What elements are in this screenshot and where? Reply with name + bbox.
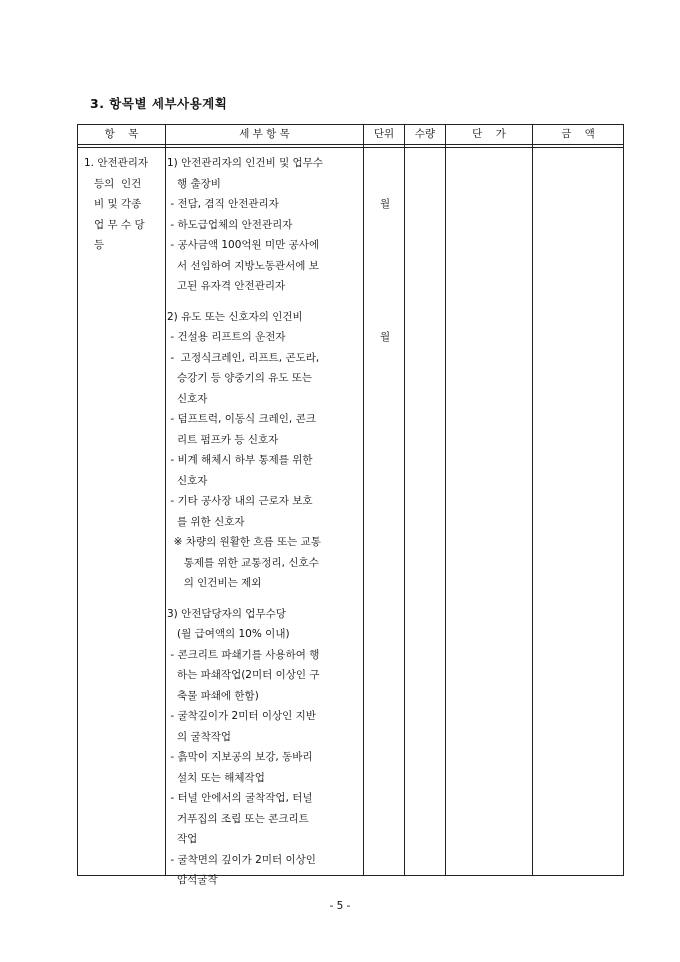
detail-line: 승강기 등 양중기의 유도 또는 [167, 372, 313, 384]
detail-line: 거푸집의 조립 또는 콘크리트 [167, 812, 309, 825]
col-divider [532, 125, 533, 875]
detail-line: - 흙막이 지보공의 보강, 동바리 [167, 751, 313, 763]
header-qty: 수량 [414, 128, 436, 140]
category-line: 등의 인건 [84, 177, 142, 190]
detail-line: 행 출장비 [167, 177, 221, 190]
detail-cell [167, 153, 367, 891]
detail-line: 를 위한 신호자 [167, 515, 245, 528]
detail-line: - 비계 해체시 하부 통제를 위한 [167, 454, 313, 466]
category-line: 업 무 수 당 [84, 218, 145, 231]
detail-line: - 덤프트럭, 이동식 크레인, 콘크 [167, 413, 316, 425]
detail-line: 축물 파쇄에 한함) [167, 689, 259, 702]
col-divider [404, 125, 405, 875]
header-divider [78, 144, 623, 145]
col-divider [445, 125, 446, 875]
detail-line: 1) 안전관리자의 인건비 및 업무수 [167, 157, 323, 169]
page-number: - 5 - [329, 900, 351, 912]
detail-line: - 기타 공사장 내의 근로자 보호 [167, 495, 313, 507]
detail-line: 작업 [167, 833, 198, 845]
detail-line: 3) 안전담당자의 업무수당 [167, 607, 286, 620]
header-divider [78, 147, 623, 148]
header-price: 단 가 [472, 128, 506, 140]
detail-line: - 건설용 리프트의 운전자 [167, 331, 286, 343]
header-item: 항 목 [104, 128, 139, 140]
header-unit: 단위 [373, 128, 395, 140]
detail-line: - 터널 안에서의 굴착작업, 터널 [167, 792, 313, 804]
detail-line: ※ 차량의 원활한 흐름 또는 교통 [167, 536, 321, 548]
detail-spacer [167, 594, 367, 604]
detail-line: 리트 펌프카 등 신호자 [167, 433, 279, 446]
col-divider [165, 125, 166, 875]
detail-line: - 하도급업체의 안전관리자 [167, 218, 293, 231]
detail-line: 하는 파쇄작업(2미터 이상인 구 [167, 669, 320, 681]
detail-line: 신호자 [167, 392, 208, 405]
category-line: 비 및 각종 [84, 198, 142, 210]
unit-cell: 월 [380, 198, 391, 210]
detail-line: - 굴착깊이가 2미터 이상인 지반 [167, 710, 316, 722]
detail-spacer [167, 297, 367, 307]
detail-line: 의 굴착작업 [167, 730, 232, 743]
detail-line: 서 선임하여 지방노동관서에 보 [167, 259, 319, 272]
detail-line: 2) 유도 또는 신호자의 인건비 [167, 310, 303, 323]
unit-cell: 월 [380, 331, 391, 343]
detail-line: 암석굴착 [167, 874, 218, 886]
detail-line: 의 인건비는 제외 [167, 577, 262, 589]
detail-line: 신호자 [167, 474, 208, 487]
section-title: 3. 항목별 세부사용계획 [90, 96, 228, 111]
detail-line: (월 급여액의 10% 이내) [167, 628, 290, 640]
detail-line: 고된 유자격 안전관리자 [167, 280, 286, 292]
detail-line: 통제를 위한 교통정리, 신호수 [167, 556, 319, 569]
category-cell [84, 153, 148, 256]
plan-table [77, 124, 624, 886]
detail-line: - 공사금액 100억원 미만 공사에 [167, 239, 320, 251]
detail-line: - 고정식크레인, 리프트, 곤도라, [167, 351, 320, 364]
header-detail: 세 부 항 목 [239, 128, 290, 140]
category-line: 등 [84, 239, 105, 251]
category-line: 1. 안전관리자 [84, 157, 149, 169]
header-amount: 금 액 [561, 128, 595, 140]
detail-line: - 굴착면의 깊이가 2미터 이상인 [167, 853, 316, 866]
detail-line: - 전담, 겸직 안전관리자 [167, 198, 279, 210]
detail-line: - 콘크리트 파쇄기를 사용하여 행 [167, 648, 320, 661]
detail-line: 설치 또는 해체작업 [167, 771, 265, 784]
